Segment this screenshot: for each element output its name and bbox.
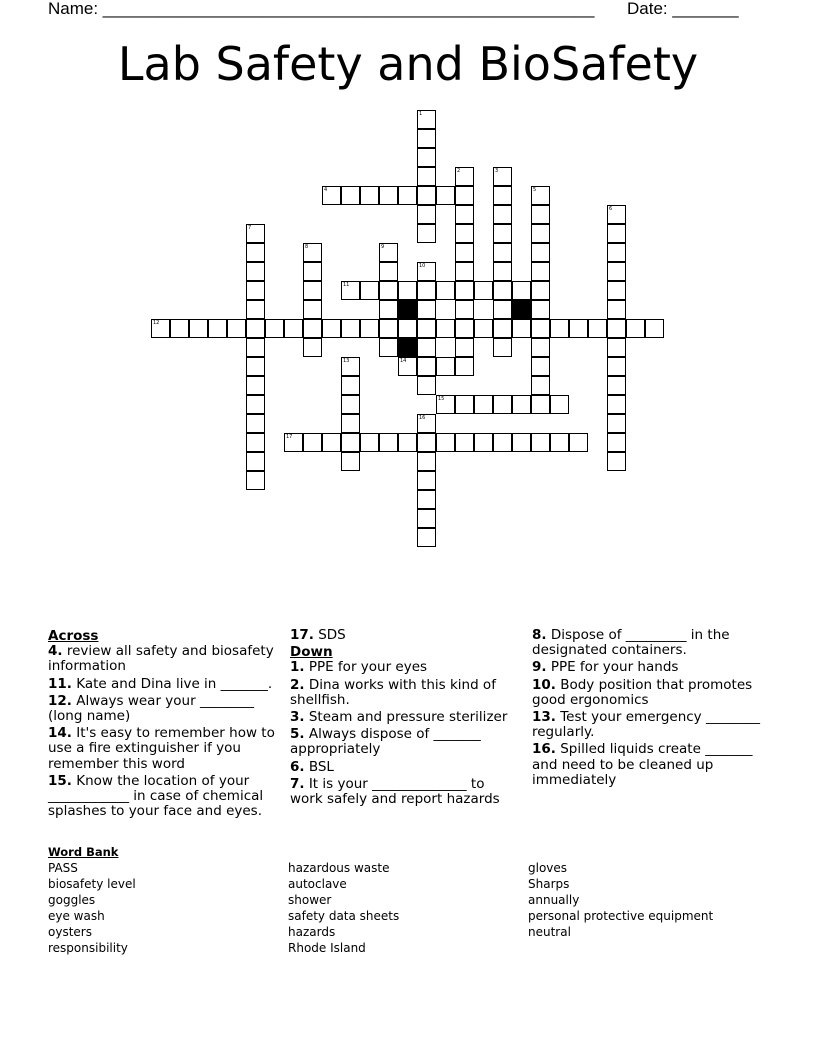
clue-number: 9. — [532, 659, 547, 676]
crossword-cell[interactable] — [170, 319, 189, 338]
crossword-cell[interactable] — [493, 186, 512, 205]
crossword-cell[interactable] — [493, 319, 512, 338]
crossword-cell[interactable] — [531, 224, 550, 243]
crossword-cell[interactable] — [531, 243, 550, 262]
cell-number: 11 — [343, 282, 350, 288]
crossword-cell[interactable] — [645, 319, 664, 338]
crossword-cell[interactable] — [341, 395, 360, 414]
crossword-cell[interactable] — [607, 224, 626, 243]
clue-number: 12. — [48, 692, 72, 709]
crossword-cell[interactable] — [360, 319, 379, 338]
crossword-cell[interactable] — [493, 167, 512, 186]
crossword-cell[interactable] — [322, 319, 341, 338]
crossword-cell[interactable] — [417, 110, 436, 129]
crossword-cell[interactable] — [246, 224, 265, 243]
crossword-cell[interactable] — [417, 414, 436, 433]
crossword-cell[interactable] — [531, 262, 550, 281]
crossword-cell[interactable] — [379, 319, 398, 338]
word-bank-item: PASS — [48, 861, 78, 875]
clue-text: Test your emergency ________ regularly. — [532, 709, 760, 741]
word-bank-item: annually — [528, 893, 580, 907]
clue-text: Always wear your ________ (long name) — [48, 692, 254, 725]
crossword-cell[interactable] — [360, 281, 379, 300]
crossword-block — [398, 300, 417, 319]
clue-across-4 — [48, 644, 280, 674]
crossword-cell[interactable] — [246, 262, 265, 281]
cell-number: 6 — [609, 206, 613, 212]
crossword-cell[interactable] — [341, 281, 360, 300]
cell-number: 9 — [381, 244, 385, 250]
crossword-cell[interactable] — [417, 186, 436, 205]
crossword-cell[interactable] — [151, 319, 170, 338]
crossword-cell[interactable] — [227, 319, 246, 338]
word-bank-column-1 — [48, 860, 136, 956]
name-label: Name: ____________________________________________________ — [48, 0, 595, 18]
crossword-cell[interactable] — [379, 433, 398, 452]
word-bank-item: biosafety level — [48, 877, 136, 891]
crossword-cell[interactable] — [417, 148, 436, 167]
crossword-cell[interactable] — [417, 490, 436, 509]
crossword-cell[interactable] — [246, 471, 265, 490]
crossword-cell[interactable] — [607, 376, 626, 395]
down-heading: Down — [290, 644, 333, 661]
cell-number: 1 — [419, 111, 423, 117]
clue-text: PPE for your hands — [550, 659, 679, 676]
clue-text: Kate and Dina live in _______. — [76, 675, 273, 692]
clue-text: review all safety and biosafety information — [48, 643, 274, 675]
clues-column-2 — [290, 628, 515, 809]
clue-number: 13. — [532, 709, 556, 726]
crossword-cell[interactable] — [379, 281, 398, 300]
crossword-cell[interactable] — [303, 338, 322, 357]
clue-text: It's easy to remember how to use a fire extinguisher if you remember this word — [48, 725, 275, 772]
crossword-cell[interactable] — [455, 357, 474, 376]
clues-column-3 — [532, 628, 762, 790]
clue-number: 5. — [290, 726, 305, 743]
crossword-cell[interactable] — [360, 186, 379, 205]
cell-number: 10 — [419, 263, 426, 269]
crossword-cell[interactable] — [379, 186, 398, 205]
clue-down-1 — [290, 660, 515, 675]
crossword-cell[interactable] — [607, 262, 626, 281]
cell-number: 3 — [495, 168, 499, 174]
word-bank-item: hazards — [288, 925, 336, 939]
crossword-cell[interactable] — [417, 357, 436, 376]
word-bank-title: Word Bank — [48, 845, 119, 859]
word-bank-item: neutral — [528, 925, 571, 939]
clue-down-3 — [290, 710, 515, 725]
crossword-cell[interactable] — [474, 395, 493, 414]
crossword-cell[interactable] — [455, 243, 474, 262]
crossword-cell[interactable] — [417, 509, 436, 528]
crossword-cell[interactable] — [531, 376, 550, 395]
clue-down-8 — [532, 628, 762, 658]
crossword-cell[interactable] — [531, 319, 550, 338]
crossword-cell[interactable] — [512, 281, 531, 300]
cell-number: 5 — [533, 187, 537, 193]
clue-number: 8. — [532, 627, 547, 643]
crossword-cell[interactable] — [417, 471, 436, 490]
crossword-cell[interactable] — [341, 433, 360, 452]
crossword-cell[interactable] — [493, 224, 512, 243]
crossword-cell[interactable] — [436, 357, 455, 376]
clue-number: 6. — [290, 758, 305, 775]
crossword-cell[interactable] — [341, 319, 360, 338]
crossword-cell[interactable] — [436, 186, 455, 205]
crossword-cell[interactable] — [189, 319, 208, 338]
crossword-cell[interactable] — [341, 452, 360, 471]
crossword-cell[interactable] — [246, 395, 265, 414]
clue-text: It is your ______________ to work safely and report hazards — [290, 775, 500, 808]
crossword-cell[interactable] — [512, 433, 531, 452]
crossword-cell[interactable] — [379, 243, 398, 262]
clue-number: 15. — [48, 772, 72, 789]
clue-down-10 — [532, 678, 762, 708]
crossword-block — [398, 338, 417, 357]
crossword-cell[interactable] — [455, 338, 474, 357]
clue-across-14 — [48, 726, 280, 772]
crossword-cell[interactable] — [493, 395, 512, 414]
clue-number: 4. — [48, 643, 63, 660]
crossword-cell[interactable] — [493, 205, 512, 224]
crossword-cell[interactable] — [417, 262, 436, 281]
crossword-cell[interactable] — [246, 357, 265, 376]
clue-down-7 — [290, 777, 515, 807]
crossword-cell[interactable] — [493, 243, 512, 262]
clue-text: PPE for your eyes — [308, 659, 428, 676]
crossword-cell[interactable] — [436, 433, 455, 452]
clue-text: Dispose of _________ in the designated containers. — [532, 627, 730, 659]
crossword-cell[interactable] — [322, 433, 341, 452]
word-bank-item: goggles — [48, 893, 96, 907]
word-bank-item: eye wash — [48, 909, 105, 923]
crossword-cell[interactable] — [455, 300, 474, 319]
cell-number: 15 — [438, 396, 445, 402]
crossword-cell[interactable] — [379, 300, 398, 319]
clue-number: 17. — [290, 627, 314, 643]
crossword-cell[interactable] — [626, 319, 645, 338]
crossword-cell[interactable] — [436, 281, 455, 300]
crossword-cell[interactable] — [455, 167, 474, 186]
crossword-cell[interactable] — [246, 433, 265, 452]
crossword-cell[interactable] — [341, 414, 360, 433]
crossword-cell[interactable] — [284, 319, 303, 338]
crossword-cell[interactable] — [417, 167, 436, 186]
word-bank-item: autoclave — [288, 877, 347, 891]
clue-number: 3. — [290, 709, 305, 726]
crossword-cell[interactable] — [398, 433, 417, 452]
crossword-cell[interactable] — [607, 319, 626, 338]
clue-down-6 — [290, 760, 515, 775]
clues-column-1 — [48, 628, 280, 821]
crossword-cell[interactable] — [531, 186, 550, 205]
crossword-cell[interactable] — [417, 433, 436, 452]
crossword-cell[interactable] — [607, 395, 626, 414]
crossword-cell[interactable] — [531, 281, 550, 300]
cell-number: 16 — [419, 415, 426, 421]
crossword-cell[interactable] — [417, 376, 436, 395]
crossword-cell[interactable] — [588, 319, 607, 338]
crossword-cell[interactable] — [246, 338, 265, 357]
crossword-cell[interactable] — [550, 395, 569, 414]
crossword-cell[interactable] — [607, 281, 626, 300]
crossword-cell[interactable] — [284, 433, 303, 452]
crossword-cell[interactable] — [246, 376, 265, 395]
clue-across-17 — [290, 628, 515, 643]
clue-down-16 — [532, 742, 762, 788]
crossword-cell[interactable] — [417, 319, 436, 338]
word-bank-item: personal protective equipment — [528, 909, 714, 923]
clue-text: Body position that promotes good ergonomics — [532, 676, 753, 708]
crossword-cell[interactable] — [398, 281, 417, 300]
word-bank-column-3 — [528, 860, 713, 940]
clue-text: BSL — [308, 758, 334, 775]
crossword-cell[interactable] — [493, 262, 512, 281]
crossword-cell[interactable] — [265, 319, 284, 338]
word-bank-item: shower — [288, 893, 332, 907]
crossword-cell[interactable] — [455, 186, 474, 205]
crossword-cell[interactable] — [436, 395, 455, 414]
clue-text: Steam and pressure sterilizer — [308, 709, 508, 726]
clue-number: 7. — [290, 775, 305, 792]
crossword-cell[interactable] — [474, 319, 493, 338]
crossword-cell[interactable] — [303, 262, 322, 281]
word-bank-item: oysters — [48, 925, 92, 939]
clue-across-11 — [48, 677, 280, 692]
word-bank-item: safety data sheets — [288, 909, 400, 923]
crossword-cell[interactable] — [398, 357, 417, 376]
clue-number: 16. — [532, 741, 556, 758]
crossword-cell[interactable] — [474, 281, 493, 300]
crossword-cell[interactable] — [417, 300, 436, 319]
clue-down-2 — [290, 678, 515, 708]
cell-number: 4 — [324, 187, 328, 193]
crossword-cell[interactable] — [607, 243, 626, 262]
crossword-cell[interactable] — [455, 281, 474, 300]
crossword-cell[interactable] — [455, 319, 474, 338]
crossword-cell[interactable] — [417, 224, 436, 243]
crossword-cell[interactable] — [303, 281, 322, 300]
clue-across-12 — [48, 694, 280, 724]
date-label: Date: _______ — [627, 0, 739, 18]
word-bank-item: Rhode Island — [288, 941, 366, 955]
crossword-cell[interactable] — [303, 319, 322, 338]
crossword-cell[interactable] — [531, 205, 550, 224]
crossword-cell[interactable] — [208, 319, 227, 338]
crossword-cell[interactable] — [417, 452, 436, 471]
crossword-cell[interactable] — [246, 452, 265, 471]
crossword-cell[interactable] — [455, 205, 474, 224]
crossword-cell[interactable] — [417, 129, 436, 148]
crossword-cell[interactable] — [493, 300, 512, 319]
clue-across-15 — [48, 774, 280, 820]
across-heading: Across — [48, 628, 99, 644]
crossword-cell[interactable] — [417, 205, 436, 224]
crossword-cell[interactable] — [303, 300, 322, 319]
page-title: Lab Safety and BioSafety — [117, 37, 699, 91]
cell-number: 14 — [400, 358, 407, 364]
cell-number: 8 — [305, 244, 309, 250]
word-bank-item: hazardous waste — [288, 861, 390, 875]
crossword-cell[interactable] — [246, 300, 265, 319]
clue-number: 14. — [48, 725, 72, 742]
crossword-cell[interactable] — [398, 186, 417, 205]
crossword-cell[interactable] — [436, 319, 455, 338]
crossword-cell[interactable] — [246, 319, 265, 338]
crossword-cell[interactable] — [246, 414, 265, 433]
crossword-cell[interactable] — [417, 528, 436, 547]
clue-number: 11. — [48, 675, 72, 692]
crossword-cell[interactable] — [322, 186, 341, 205]
crossword-cell[interactable] — [531, 300, 550, 319]
crossword-cell[interactable] — [607, 452, 626, 471]
clue-number: 1. — [290, 659, 305, 676]
crossword-cell[interactable] — [569, 433, 588, 452]
crossword-cell[interactable] — [512, 395, 531, 414]
crossword-cell[interactable] — [493, 281, 512, 300]
cell-number: 2 — [457, 168, 461, 174]
crossword-cell[interactable] — [474, 433, 493, 452]
crossword-cell[interactable] — [531, 357, 550, 376]
crossword-cell[interactable] — [550, 319, 569, 338]
cell-number: 7 — [248, 225, 252, 231]
crossword-cell[interactable] — [379, 262, 398, 281]
crossword-cell[interactable] — [341, 357, 360, 376]
crossword-cell[interactable] — [569, 319, 588, 338]
clue-number: 2. — [290, 676, 305, 693]
word-bank-column-2 — [288, 860, 399, 956]
clue-text: SDS — [318, 627, 346, 643]
crossword-cell[interactable] — [493, 338, 512, 357]
crossword-cell[interactable] — [607, 300, 626, 319]
crossword-cell[interactable] — [246, 243, 265, 262]
crossword-cell[interactable] — [398, 319, 417, 338]
clue-down-5 — [290, 727, 515, 757]
clue-down-9 — [532, 660, 762, 675]
crossword-cell[interactable] — [417, 281, 436, 300]
crossword-cell[interactable] — [341, 186, 360, 205]
crossword-cell[interactable] — [493, 433, 512, 452]
crossword-cell[interactable] — [531, 395, 550, 414]
crossword-cell[interactable] — [455, 433, 474, 452]
crossword-cell[interactable] — [512, 319, 531, 338]
word-bank-item: responsibility — [48, 941, 128, 955]
crossword-cell[interactable] — [607, 357, 626, 376]
word-bank-item: Sharps — [528, 877, 570, 891]
crossword-cell[interactable] — [379, 338, 398, 357]
crossword-cell[interactable] — [417, 338, 436, 357]
crossword-cell[interactable] — [607, 433, 626, 452]
crossword-cell[interactable] — [531, 433, 550, 452]
clue-down-13 — [532, 710, 762, 740]
crossword-cell[interactable] — [455, 224, 474, 243]
crossword-cell[interactable] — [607, 414, 626, 433]
crossword-cell[interactable] — [550, 433, 569, 452]
crossword-block — [512, 300, 531, 319]
cell-number: 17 — [286, 434, 293, 440]
crossword-cell[interactable] — [360, 433, 379, 452]
crossword-cell[interactable] — [455, 395, 474, 414]
clue-text: Dina works with this kind of shellfish. — [290, 676, 496, 708]
crossword-cell[interactable] — [246, 281, 265, 300]
clue-number: 10. — [532, 676, 556, 693]
crossword-cell[interactable] — [455, 262, 474, 281]
crossword-cell[interactable] — [303, 433, 322, 452]
crossword-cell[interactable] — [341, 376, 360, 395]
cell-number: 12 — [153, 320, 160, 326]
word-bank-item: gloves — [528, 861, 568, 875]
crossword-cell[interactable] — [607, 338, 626, 357]
crossword-cell[interactable] — [531, 338, 550, 357]
crossword-cell[interactable] — [607, 205, 626, 224]
crossword-cell[interactable] — [303, 243, 322, 262]
cell-number: 13 — [343, 358, 350, 364]
clue-text: Know the location of your ____________ in case of chemical splashes to your face and eyes. — [48, 772, 264, 820]
clue-text: Always dispose of _______ appropriately — [290, 726, 481, 758]
clue-text: Spilled liquids create _______ and need to be cleaned up immediately — [532, 741, 753, 788]
